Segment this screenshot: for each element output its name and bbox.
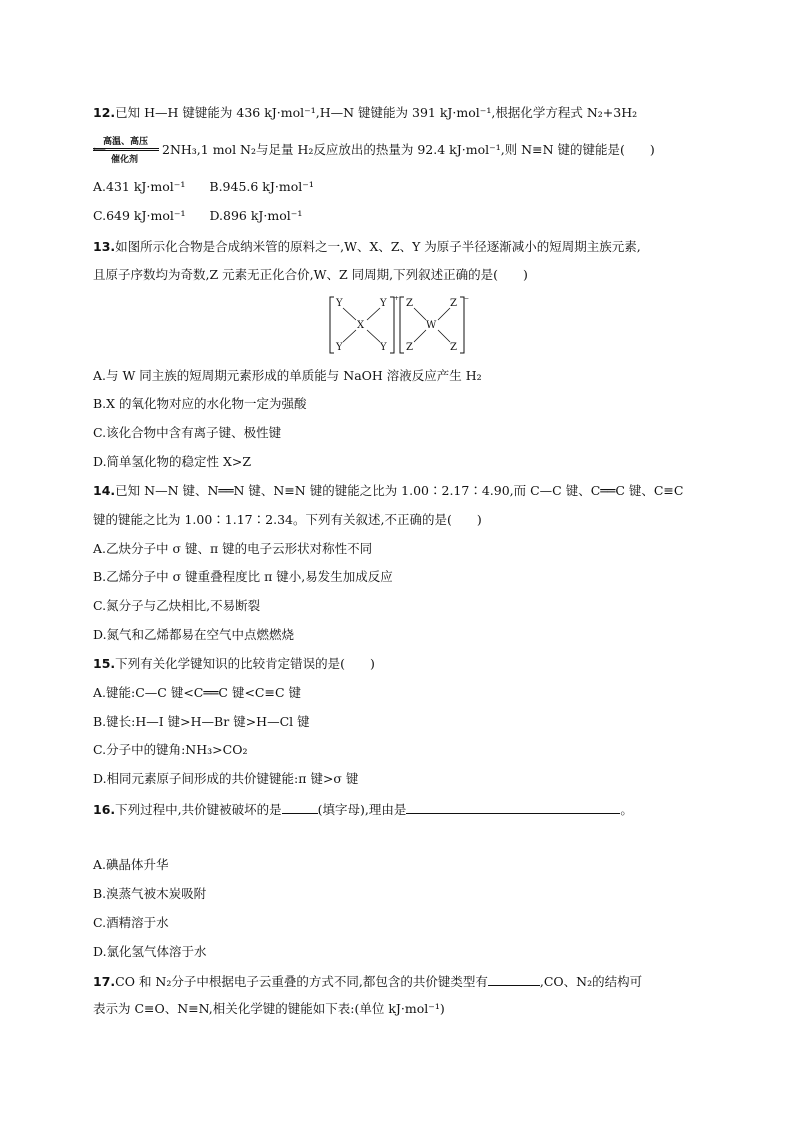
right-ligand-tr: Z <box>450 298 457 309</box>
compound-structure-diagram <box>328 295 468 355</box>
q14-line1 <box>93 482 683 500</box>
q13-option-b: B.X 的氧化物对应的水化物一定为强酸 <box>93 396 307 411</box>
q13-line1 <box>93 238 641 256</box>
q13-text-line2: 且原子序数均为奇数,Z 元素无正化合价,W、Z 同周期,下列叙述正确的是( ) <box>93 267 528 282</box>
q16-option-c: C.酒精溶于水 <box>93 915 169 930</box>
q16-option-d: D.氯化氢气体溶于水 <box>93 944 207 959</box>
arrow-condition-bottom: 催化剂 <box>111 155 139 165</box>
q15-option-c: C.分子中的键角:NH₃>CO₂ <box>93 742 248 757</box>
q14-option-a: A.乙炔分子中 σ 键、π 键的电子云形状对称性不同 <box>93 541 373 556</box>
q13-option-d: D.简单氢化物的稳定性 X>Z <box>93 454 252 469</box>
q16-answer-blank-letter[interactable] <box>282 799 318 814</box>
q17-text-b: ,CO、N₂的结构可 <box>539 974 643 989</box>
q12-option-a: A.431 kJ·mol⁻¹ <box>93 179 186 194</box>
q12-option-c: C.649 kJ·mol⁻¹ <box>93 208 186 223</box>
q16-answer-blank-reason[interactable] <box>406 799 620 814</box>
q14-text-line1: 已知 N—N 键、N══N 键、N≡N 键的键能之比为 1.00∶2.17∶4.90,而 C—C 键、C══C 键、C≡C <box>115 483 684 498</box>
q14-number: 14. <box>93 483 116 498</box>
q14-option-b: B.乙烯分子中 σ 键重叠程度比 π 键小,易发生加成反应 <box>93 569 393 584</box>
q13-option-a: A.与 W 同主族的短周期元素形成的单质能与 NaOH 溶液反应产生 H₂ <box>93 368 482 383</box>
arrow-condition-top: 高温、高压 <box>103 137 149 147</box>
reaction-arrow <box>93 134 159 164</box>
q12-line1 <box>93 104 637 122</box>
q12-option-b: B.945.6 kJ·mol⁻¹ <box>209 179 314 194</box>
q15-option-a: A.键能:C—C 键<C══C 键<C≡C 键 <box>93 685 301 700</box>
right-ion <box>400 295 469 353</box>
q13-option-c: C.该化合物中含有离子键、极性键 <box>93 425 282 440</box>
arrow-line <box>93 148 159 149</box>
left-ligand-br: Y <box>380 342 387 353</box>
q17-line1 <box>93 971 642 991</box>
q12-number: 12. <box>93 105 116 120</box>
left-ligand-bl: Y <box>336 342 343 353</box>
q15-option-b: B.键长:H—I 键>H—Br 键>H—Cl 键 <box>93 714 310 729</box>
q12-options-ab <box>93 178 314 196</box>
q12-text-line2: 2NH₃,1 mol N₂与足量 H₂反应放出的热量为 92.4 kJ·mol⁻¹,则 N≡N 键的键能是( ) <box>162 142 655 157</box>
arrow-line-lower <box>93 150 159 151</box>
q13-number: 13. <box>93 239 116 254</box>
right-ligand-br: Z <box>450 342 457 353</box>
q16-option-b: B.溴蒸气被木炭吸附 <box>93 886 207 901</box>
left-center-atom: X <box>357 320 365 331</box>
q13-text-line1: 如图所示化合物是合成纳米管的原料之一,W、X、Z、Y 为原子半径逐渐减小的短周期主族元素, <box>115 239 641 254</box>
q15-option-d: D.相同元素原子间形成的共价键键能:π 键>σ 键 <box>93 771 359 786</box>
q12-option-d: D.896 kJ·mol⁻¹ <box>209 208 303 223</box>
q16-option-a: A.碘晶体升华 <box>93 857 169 872</box>
q15-number: 15. <box>93 656 116 671</box>
q16-number: 16. <box>93 802 116 817</box>
right-center-atom: W <box>426 320 437 331</box>
q12-text-line1: 已知 H—H 键键能为 436 kJ·mol⁻¹,H—N 键键能为 391 kJ·mol⁻¹,根据化学方程式 N₂+3H₂ <box>115 105 638 120</box>
q16-line1 <box>93 799 633 819</box>
q15-line1 <box>93 655 375 673</box>
q14-option-d: D.氮气和乙烯都易在空气中点燃燃烧 <box>93 627 295 642</box>
left-ligand-tr: Y <box>380 298 387 309</box>
q16-text-c: 。 <box>620 802 633 817</box>
q14-text-line2: 键的键能之比为 1.00∶1.17∶2.34。下列有关叙述,不正确的是( ) <box>93 512 482 527</box>
q16-text-b: (填字母),理由是 <box>317 802 407 817</box>
right-ligand-bl: Z <box>406 342 413 353</box>
left-ion <box>330 295 399 353</box>
q17-answer-blank[interactable] <box>488 971 540 986</box>
right-ligand-tl: Z <box>406 298 413 309</box>
right-charge: − <box>464 295 470 302</box>
q17-text-line2: 表示为 C≡O、N≡N,相关化学键的键能如下表:(单位 kJ·mol⁻¹) <box>93 1001 445 1016</box>
q12-options-cd <box>93 207 302 225</box>
left-ligand-tl: Y <box>336 298 343 309</box>
q17-number: 17. <box>93 974 116 989</box>
q17-text-a: CO 和 N₂分子中根据电子云重叠的方式不同,都包含的共价键类型有 <box>115 974 488 989</box>
q16-text-a: 下列过程中,共价键被破坏的是 <box>115 802 282 817</box>
q14-option-c: C.氮分子与乙炔相比,不易断裂 <box>93 598 261 613</box>
q15-text-line1: 下列有关化学键知识的比较肯定错误的是( ) <box>115 656 375 671</box>
left-charge: + <box>394 295 400 302</box>
